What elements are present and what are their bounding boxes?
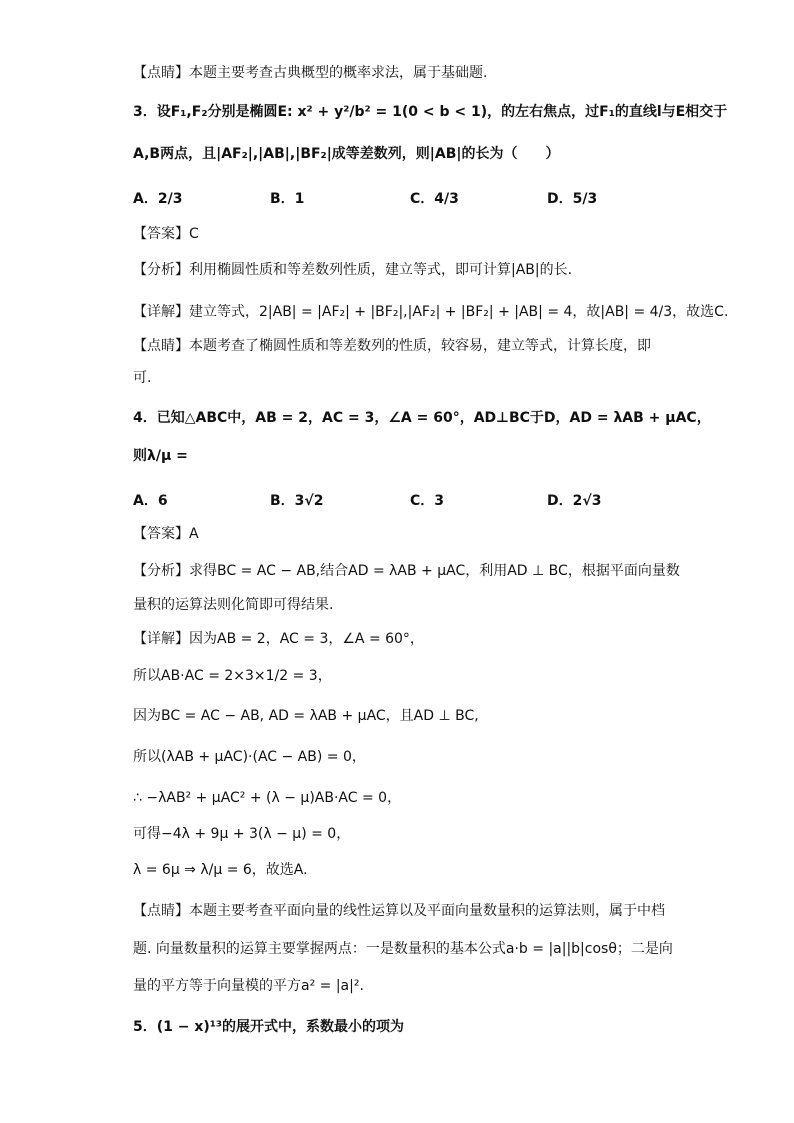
- q4-analysis-line1: 【分析】求得BC = AC − AB,结合AD = λAB + μAC，利用AD ⊥ BC，根据平面向量数: [133, 563, 680, 579]
- q3-answer: 【答案】C: [133, 226, 199, 242]
- q4-comment-line3: 量的平方等于向量模的平方a² = |a|².: [133, 978, 364, 994]
- q4-detail-line7: λ = 6μ ⇒ λ/μ = 6，故选A.: [133, 862, 308, 878]
- q3-option-d: D．5/3: [547, 191, 598, 207]
- q4-comment-line1: 【点睛】本题主要考查平面向量的线性运算以及平面向量数量积的运算法则，属于中档: [133, 903, 665, 919]
- question-4-stem-line2: 则λ/μ =: [133, 448, 188, 464]
- q4-detail-line1: 【详解】因为AB = 2，AC = 3，∠A = 60°，: [133, 631, 424, 647]
- q4-option-a: A．6: [133, 493, 168, 509]
- q4-option-d: D．2√3: [547, 493, 602, 509]
- q3-option-c: C．4/3: [410, 191, 459, 207]
- q4-detail-line3: 因为BC = AC − AB, AD = λAB + μAC，且AD ⊥ BC,: [133, 708, 479, 724]
- q3-analysis: 【分析】利用椭圆性质和等差数列性质，建立等式，即可计算|AB|的长.: [133, 262, 573, 278]
- q4-option-c: C．3: [410, 493, 445, 509]
- question-3-stem-line2: A,B两点，且|AF₂|,|AB|,|BF₂|成等差数列，则|AB|的长为（ ）: [133, 146, 560, 162]
- q3-detail: 【详解】建立等式，2|AB| = |AF₂| + |BF₂|,|AF₂| + |BF₂| + |AB| = 4，故|AB| = 4/3，故选C.: [133, 304, 729, 320]
- q3-option-b: B．1: [270, 191, 305, 207]
- question-5-stem: 5．(1 − x)¹³的展开式中，系数最小的项为: [133, 1019, 405, 1035]
- q4-comment-line2: 题. 向量数量积的运算主要掌握两点：一是数量积的基本公式a·b = |a||b|cosθ；二是向: [133, 941, 673, 957]
- q4-option-b: B．3√2: [270, 493, 324, 509]
- q4-analysis-line2: 量积的运算法则化简即可得结果.: [133, 597, 334, 613]
- comment-block-q2: 【点睛】本题主要考查古典概型的概率求法，属于基础题.: [133, 65, 488, 81]
- question-3-stem-line1: 3．设F₁,F₂分别是椭圆E: x² + y²/b² = 1(0 < b < 1)，的左右焦点，过F₁的直线l与E相交于: [133, 104, 728, 120]
- question-4-stem-line1: 4．已知△ABC中，AB = 2，AC = 3，∠A = 60°，AD⊥BC于D，AD = λAB + μAC，: [133, 410, 711, 426]
- q3-comment-line1: 【点睛】本题考查了椭圆性质和等差数列的性质，较容易，建立等式，计算长度，即: [133, 338, 651, 354]
- q3-comment-line2: 可.: [133, 370, 152, 386]
- q4-detail-line6: 可得−4λ + 9μ + 3(λ − μ) = 0，: [133, 826, 351, 842]
- q4-detail-line2: 所以AB·AC = 2×3×1/2 = 3，: [133, 668, 332, 684]
- q4-answer: 【答案】A: [133, 526, 199, 542]
- q3-option-a: A．2/3: [133, 191, 183, 207]
- q4-detail-line4: 所以(λAB + μAC)·(AC − AB) = 0，: [133, 749, 366, 765]
- q4-detail-line5: ∴ −λAB² + μAC² + (λ − μ)AB·AC = 0，: [133, 790, 402, 806]
